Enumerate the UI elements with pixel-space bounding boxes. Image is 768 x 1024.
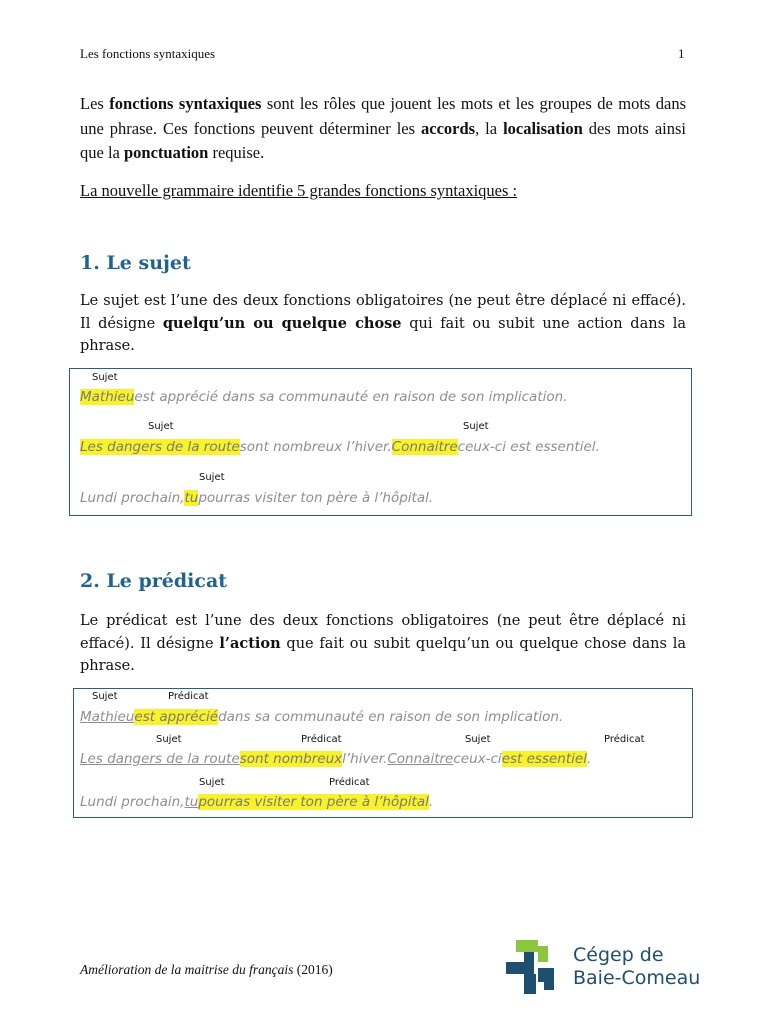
highlight-predicat: sont nombreux (239, 751, 343, 767)
highlight-sujet: Mathieu (80, 389, 135, 405)
section-heading-predicat: 2. Le prédicat (80, 570, 228, 592)
label-sujet: Sujet (465, 734, 491, 745)
cegep-logo-icon (502, 938, 562, 998)
example-line: Lundi prochain,tupourras visiter ton père à l’hôpital. (80, 794, 434, 810)
highlight-sujet: Les dangers de la route (80, 439, 240, 455)
example-line: Les dangers de la routesont nombreuxl’hiver.Connaitreceux-ciest essentiel. (80, 751, 592, 767)
section-heading-sujet: 1. Le sujet (80, 252, 191, 274)
section2-paragraph: Le prédicat est l’une des deux fonctions obligatoires (ne peut être déplacé ni effacé). Il désigne l’action que fait ou subit quelqu’un ou quelque chose dans la phrase. (80, 613, 686, 674)
label-sujet: Sujet (148, 421, 174, 432)
running-header-title: Les fonctions syntaxiques (80, 46, 216, 61)
highlight-sujet: tu (184, 490, 199, 506)
underline-sujet: Mathieu (80, 709, 135, 725)
page-number: 1 (678, 46, 685, 61)
list-heading: La nouvelle grammaire identifie 5 grandes fonctions syntaxiques : (80, 181, 518, 200)
example-line: Les dangers de la routesont nombreux l’hiver.Connaitreceux-ci est essentiel. (80, 439, 600, 455)
label-sujet: Sujet (92, 691, 118, 702)
highlight-predicat: est essentiel (501, 751, 587, 767)
example-line: Mathieuest appréciédans sa communauté en raison de son implication. (80, 709, 564, 725)
footer-text: Amélioration de la maitrise du français (2016) (80, 962, 333, 977)
example-line: Lundi prochain,tupourras visiter ton père à l’hôpital. (80, 490, 434, 506)
intro-paragraph: Les fonctions syntaxiques sont les rôles que jouent les mots et les groupes de mots dans une phrase. Ces fonctions peuvent déterminer les accords, la localisation des mots ainsi que la ponctuation requise. (80, 94, 687, 162)
highlight-sujet: Connaitre (391, 439, 458, 455)
underline-sujet: Connaitre (387, 751, 454, 767)
label-sujet: Sujet (199, 777, 225, 788)
section1-paragraph: Le sujet est l’une des deux fonctions obligatoires (ne peut être déplacé ni effacé). Il désigne quelqu’un ou quelque chose qui fait ou subit une action dans la phrase. (80, 293, 686, 354)
label-sujet: Sujet (199, 472, 225, 483)
example-line: Mathieuest apprécié dans sa communauté en raison de son implication. (80, 389, 568, 405)
cegep-logo-wordmark: Cégep de Baie-Comeau (573, 944, 701, 989)
label-predicat: Prédicat (301, 734, 342, 745)
highlight-predicat: est apprécié (134, 709, 219, 725)
label-predicat: Prédicat (329, 777, 370, 788)
underline-sujet: tu (184, 794, 199, 810)
underline-sujet: Les dangers de la route (80, 751, 240, 767)
label-sujet: Sujet (156, 734, 182, 745)
label-predicat: Prédicat (604, 734, 645, 745)
label-predicat: Prédicat (168, 691, 209, 702)
highlight-predicat: pourras visiter ton père à l’hôpital (198, 794, 429, 810)
label-sujet: Sujet (463, 421, 489, 432)
label-sujet: Sujet (92, 372, 118, 383)
